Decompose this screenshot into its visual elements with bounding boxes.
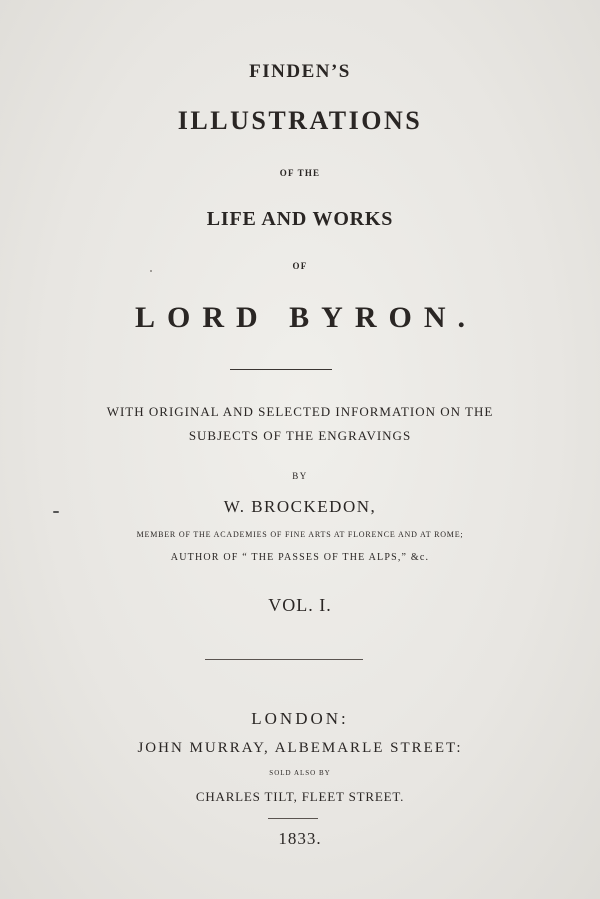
imprint-publisher: JOHN MURRAY, ALBEMARLE STREET: [137,740,463,756]
volume-label: VOL. I. [268,595,332,615]
divider-rule-bottom [268,818,318,819]
author-name: W. BROCKEDON, [223,497,377,516]
divider-rule-top [230,369,332,370]
subtitle-line-1: WITH ORIGINAL AND SELECTED INFORMATION ON THE [106,404,494,419]
subtitle-line-2: SUBJECTS OF THE ENGRAVINGS [188,428,412,443]
title-illustrations: ILLUSTRATIONS [177,106,423,135]
imprint-city: LONDON: [251,709,349,728]
title-of-the: OF THE [279,168,321,178]
title-findens: FINDEN’S [249,61,351,82]
title-of: OF [292,261,308,271]
imprint-seller: CHARLES TILT, FLEET STREET. [195,789,405,804]
author-note-line-2: AUTHOR OF “ THE PASSES OF THE ALPS,” &c. [170,552,430,563]
ink-speck-left [53,511,59,513]
author-note-line-1: MEMBER OF THE ACADEMIES OF FINE ARTS AT FLORENCE AND AT ROME; [136,530,464,539]
imprint-sold-also: SOLD ALSO BY [269,769,331,777]
title-lord-byron: LORD BYRON. [134,301,477,334]
by-label: BY [292,471,308,481]
imprint-year: 1833. [278,829,322,848]
title-life-and-works: LIFE AND WORKS [206,208,394,230]
divider-rule-middle [205,659,363,660]
ink-speck-small [150,270,152,272]
